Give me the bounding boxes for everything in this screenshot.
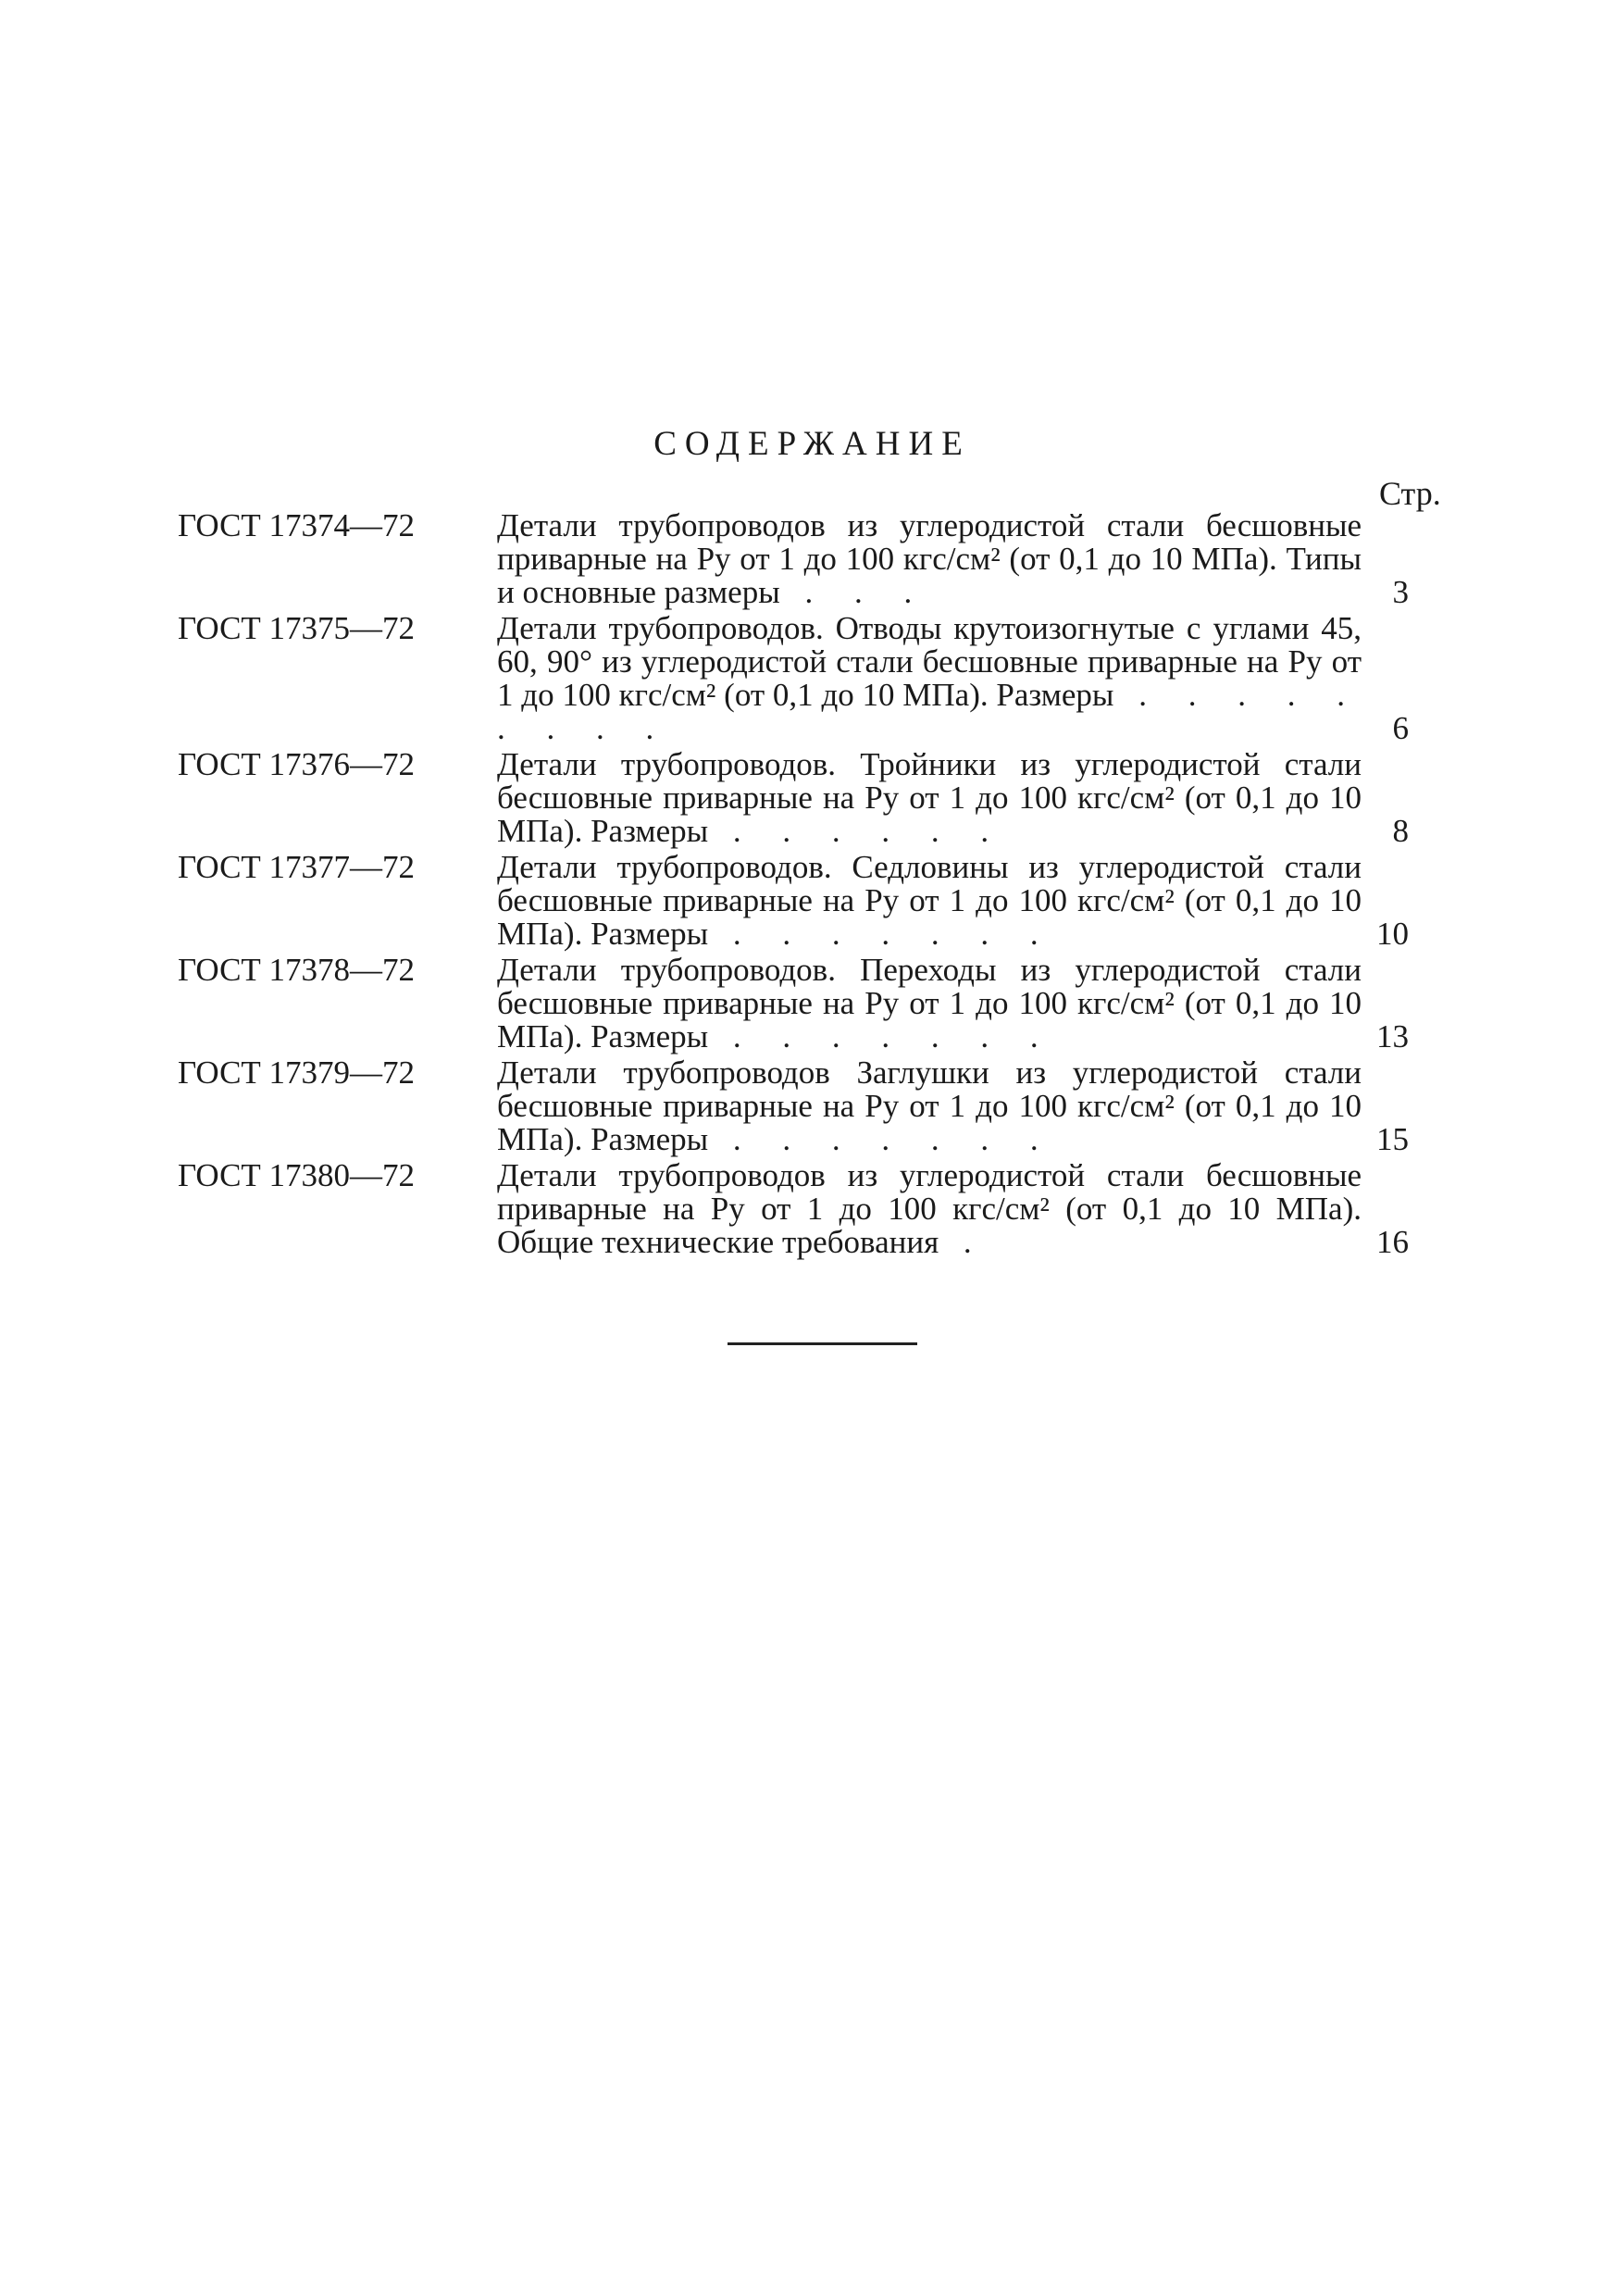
page-number: 6 xyxy=(1392,710,1409,746)
dot-leader: . . . . . . . xyxy=(708,916,1055,952)
toc-entry xyxy=(178,1159,1455,1259)
entry-description xyxy=(497,851,1362,951)
gost-code: ГОСТ 17378—72 xyxy=(178,952,416,988)
page-number: 13 xyxy=(1376,1018,1409,1054)
toc-entry xyxy=(178,748,1455,848)
toc-entry xyxy=(178,612,1455,745)
entry-description-text: Детали трубопроводов. Отводы крутоизогнутые с углами 45, 60, 90° из углеродистой стали бесшовные приварные на Pу от 1 до 100 кгс/см² (от 0,1 до 10 МПа). Размеры xyxy=(497,610,1362,713)
page-number: 16 xyxy=(1376,1224,1409,1260)
gost-code: ГОСТ 17376—72 xyxy=(178,746,416,782)
gost-code: ГОСТ 17374—72 xyxy=(178,507,416,543)
closing-rule xyxy=(728,1342,917,1345)
gost-code: ГОСТ 17375—72 xyxy=(178,610,416,646)
entry-description-text: Детали трубопроводов из углеродистой стали бесшовные приварные на Pу от 1 до 100 кгс/см² (от 0,1 до 10 МПа). Типы и основные размеры xyxy=(497,507,1362,610)
page-number: 10 xyxy=(1376,916,1409,952)
table-of-contents xyxy=(178,509,1455,1262)
entry-description xyxy=(497,1056,1362,1156)
entry-description-text: Детали трубопроводов Заглушки из углеродистой стали бесшовные приварные на Pу от 1 до 100 кгс/см² (от 0,1 до 10 МПа). Размеры xyxy=(497,1054,1362,1157)
gost-code: ГОСТ 17380—72 xyxy=(178,1157,416,1193)
dot-leader: . xyxy=(939,1224,989,1260)
entry-description xyxy=(497,1159,1362,1259)
entry-description xyxy=(497,509,1362,609)
toc-entry xyxy=(178,1056,1455,1156)
page-number: 3 xyxy=(1392,574,1409,610)
dot-leader: . . . . . . . xyxy=(708,1121,1055,1157)
gost-code: ГОСТ 17379—72 xyxy=(178,1054,416,1091)
dot-leader: . . . . . . . . . xyxy=(497,677,1362,746)
entry-description-text: Детали трубопроводов. Переходы из углеродистой стали бесшовные приварные на Pу от 1 до 100 кгс/см² (от 0,1 до 10 МПа). Размеры xyxy=(497,952,1362,1054)
entry-description-text: Детали трубопроводов из углеродистой стали бесшовные приварные на Pу от 1 до 100 кгс/см² (от 0,1 до 10 МПа). Общие технические требования xyxy=(497,1157,1362,1260)
gost-code: ГОСТ 17377—72 xyxy=(178,849,416,885)
page-number: 15 xyxy=(1376,1121,1409,1157)
page-column-header: Стр. xyxy=(1379,475,1441,512)
dot-leader: . . . xyxy=(779,574,929,610)
entry-description xyxy=(497,612,1362,745)
page-title: СОДЕРЖАНИЕ xyxy=(653,425,971,463)
dot-leader: . . . . . . xyxy=(708,813,1006,849)
entry-description xyxy=(497,954,1362,1054)
entry-description-text: Детали трубопроводов. Тройники из углеродистой стали бесшовные приварные на Pу от 1 до 100 кгс/см² (от 0,1 до 10 МПа). Размеры xyxy=(497,746,1362,849)
page-number: 8 xyxy=(1392,813,1409,849)
dot-leader: . . . . . . . xyxy=(708,1018,1055,1054)
entry-description-text: Детали трубопроводов. Седловины из углеродистой стали бесшовные приварные на Pу от 1 до 100 кгс/см² (от 0,1 до 10 МПа). Размеры xyxy=(497,849,1362,952)
toc-entry xyxy=(178,851,1455,951)
toc-entry xyxy=(178,954,1455,1054)
entry-description xyxy=(497,748,1362,848)
toc-entry xyxy=(178,509,1455,609)
